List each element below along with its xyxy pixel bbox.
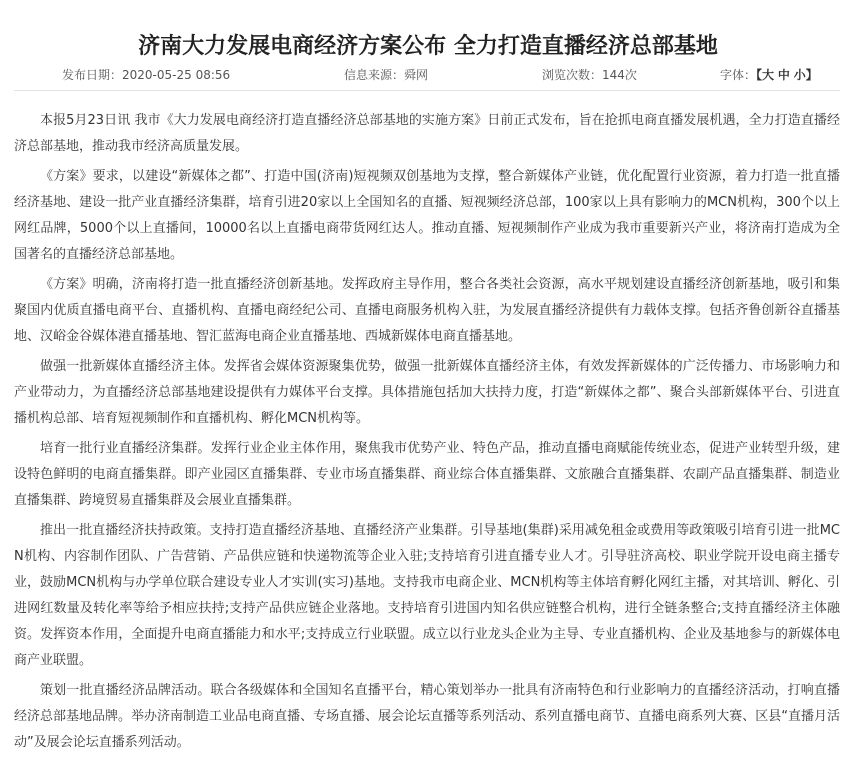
font-size-label: 字体： [720, 68, 757, 82]
font-bracket-close: 】 [805, 68, 818, 82]
article-title: 济南大力发展电商经济方案公布 全力打造直播经济总部基地 [138, 33, 718, 59]
info-source [344, 66, 428, 83]
view-count [542, 66, 637, 83]
view-count-label: 浏览次数： [542, 68, 603, 82]
font-size-large-button[interactable]: 大 [762, 68, 775, 82]
font-size-small-button[interactable]: 小 [793, 68, 806, 82]
paragraph: 《方案》要求，以建设“新媒体之都”、打造中国(济南)短视频双创基地为支撑，整合新媒体产业链，优化配置行业资源，着力打造一批直播经济基地、建设一批产业直播经济集群，培育引进20家以上全国知名的直播、短视频经济总部，100家以上具有影响力的MCN机构，300个以上网红品牌，5000个以上直播间，10000名以上直播电商带货网红达人。推动直播、短视频制作产业成为我市重要新兴产业，将济南打造成为全国著名的直播经济总部基地。 [14, 169, 840, 262]
article-body [14, 108, 840, 760]
publish-date-label: 发布日期： [62, 68, 123, 82]
paragraph: 做强一批新媒体直播经济主体。发挥省会媒体资源聚集优势，做强一批新媒体直播经济主体，有效发挥新媒体的广泛传播力、市场影响力和产业带动力，为直播经济总部基地建设提供有力媒体平台支撑。具体措施包括加大扶持力度，打造“新媒体之都”、聚合头部新媒体平台、引进直播机构总部、培育短视频制作和直播机构、孵化MCN机构等。 [14, 359, 840, 426]
info-source-value: 舜网 [404, 68, 429, 82]
paragraph: 培育一批行业直播经济集群。发挥行业企业主体作用，聚焦我市优势产业、特色产品，推动直播电商赋能传统业态，促进产业转型升级，建设特色鲜明的电商直播集群。即产业园区直播集群、专业市场直播集群、商业综合体直播集群、文旅融合直播集群、农副产品直播集群、制造业直播集群、跨境贸易直播集群及会展业直播集群。 [14, 441, 840, 508]
font-bracket-open: 【 [756, 68, 763, 82]
view-count-value: 144次 [602, 68, 637, 82]
paragraph: 本报5月23日讯 我市《大力发展电商经济打造直播经济总部基地的实施方案》日前正式发布，旨在抢抓电商直播发展机遇，全力打造直播经济总部基地，推动我市经济高质量发展。 [14, 113, 840, 154]
publish-date [62, 66, 230, 83]
font-size-medium-button[interactable]: 中 [777, 68, 790, 82]
font-size-switcher [720, 66, 818, 83]
paragraph: 《方案》明确，济南将打造一批直播经济创新基地。发挥政府主导作用，整合各类社会资源，高水平规划建设直播经济创新基地，吸引和集聚国内优质直播电商平台、直播机构、直播电商经纪公司、直播电商服务机构入驻，为发展直播经济提供有力载体支撑。包括齐鲁创新谷直播基地、汉峪金谷媒体港直播基地、智汇蓝海电商企业直播基地、西城新媒体电商直播基地。 [14, 277, 840, 344]
info-source-label: 信息来源： [344, 68, 405, 82]
publish-date-value: 2020-05-25 08:56 [122, 68, 231, 82]
paragraph: 推出一批直播经济扶持政策。支持打造直播经济基地、直播经济产业集群。引导基地(集群)采用减免租金或费用等政策吸引培育引进一批MCN机构、内容制作团队、广告营销、产品供应链和快递物流等企业入驻;支持培育引进直播专业人才。引导驻济高校、职业学院开设电商主播专业，鼓励MCN机构与办学单位联合建设专业人才实训(实习)基地。支持我市电商企业、MCN机构等主体培育孵化网红主播，对其培训、孵化、引进网红数量及转化率等给予相应扶持;支持产品供应链企业落地。支持培育引进国内知名供应链整合机构，进行全链条整合;支持直播经济主体融资。发挥资本作用，全面提升电商直播能力和水平;支持成立行业联盟。成立以行业龙头企业为主导、专业直播机构、企业及基地参与的新媒体电商产业联盟。 [14, 523, 840, 668]
paragraph: 策划一批直播经济品牌活动。联合各级媒体和全国知名直播平台，精心策划举办一批具有济南特色和行业影响力的直播经济活动，打响直播经济总部基地品牌。举办济南制造工业品电商直播、专场直播、展会论坛直播等系列活动、系列直播电商节、直播电商系列大赛、区县“直播月活动”及展会论坛直播系列活动。 [14, 683, 840, 750]
article-meta [14, 58, 840, 91]
